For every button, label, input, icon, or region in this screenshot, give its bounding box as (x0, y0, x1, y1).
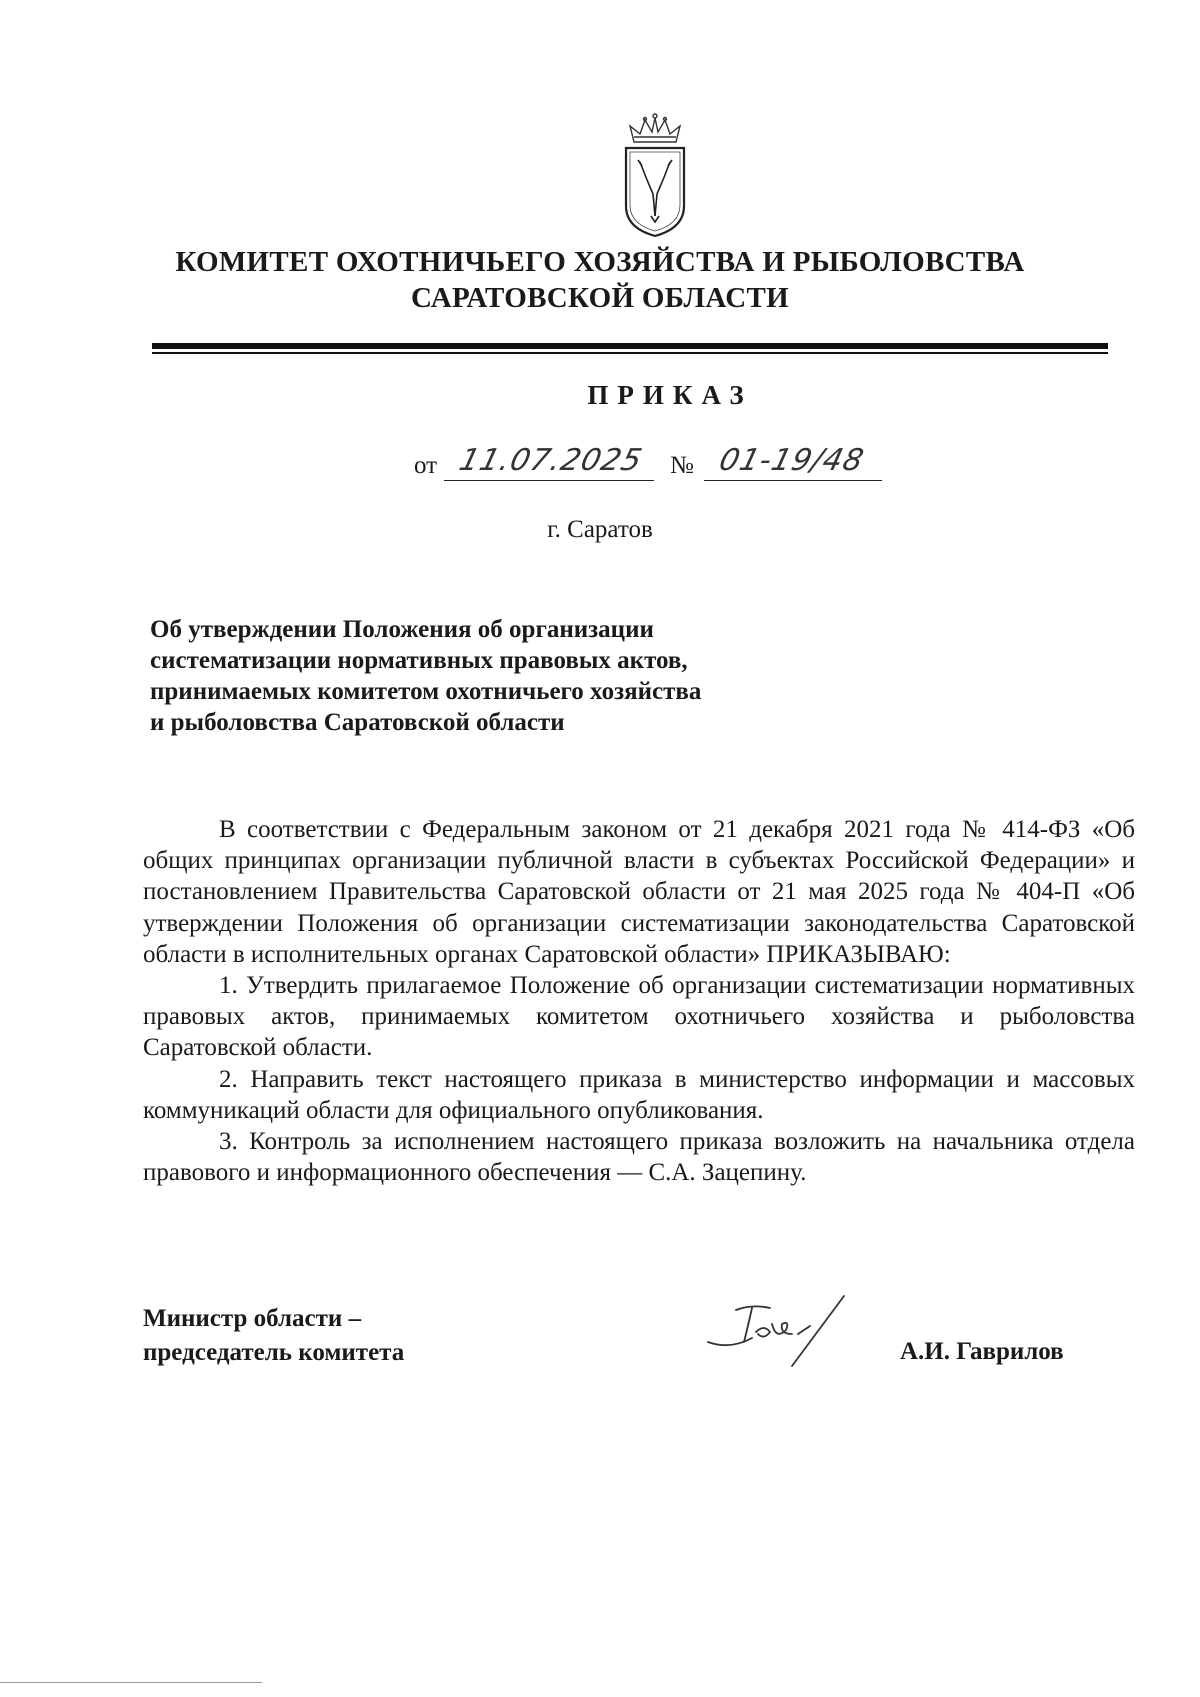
order-body (143, 814, 1135, 1188)
organization-name-line1: КОМИТЕТ ОХОТНИЧЬЕГО ХОЗЯЙСТВА И РЫБОЛОВСТВА (175, 246, 1025, 278)
subject-line: Об утверждении Положения об организации (150, 616, 654, 643)
number-label: № (670, 452, 694, 479)
order-item-2: 2. Направить текст настоящего приказа в министерство информации и массовых коммуникаций области для официального опубликования. (143, 1065, 1135, 1124)
footer-line (0, 1682, 262, 1683)
signer-position-line1: Министр области – (143, 1305, 362, 1332)
date-field (444, 442, 654, 481)
subject-line: и рыболовства Саратовской области (150, 709, 565, 736)
city-name: г. Саратов (547, 516, 653, 543)
number-value: 01-19/48 (715, 443, 868, 478)
date-label: от (414, 452, 438, 479)
document-type-title: ПРИКАЗ (587, 380, 753, 410)
date-value: 11.07.2025 (455, 443, 647, 478)
signer-position-line2: председатель комитета (143, 1339, 405, 1366)
order-date-number-line (0, 438, 1200, 488)
header-divider-thick (152, 343, 1108, 349)
subject-line: систематизации нормативных правовых актов, (150, 647, 688, 674)
order-item-1: 1. Утвердить прилагаемое Положение об организации систематизации нормативных правовых актов, принимаемых комитетом охотничьего хозяйства и рыболовства Саратовской области. (143, 972, 1135, 1062)
signer-position (143, 1302, 404, 1370)
number-field (704, 442, 882, 481)
preamble-paragraph: В соответствии с Федеральным законом от 21 декабря 2021 года № 414-ФЗ «Об общих принципах организации публичной власти в субъектах Российской Федерации» и постановлением Правительства Саратовской области от 21 мая 2025 года № 404-П «Об утверждении Положения об организации систематизации законодательства Саратовской области в исполнительных органах Саратовской области» ПРИКАЗЫВАЮ: (143, 816, 1135, 968)
organization-name-line2: САРАТОВСКОЙ ОБЛАСТИ (411, 282, 789, 314)
order-item-3: 3. Контроль за исполнением настоящего приказа возложить на начальника отдела правового и информационного обеспечения — С.А. Зацепину. (143, 1128, 1135, 1187)
saratov-coat-of-arms-icon (620, 112, 690, 240)
signer-name: А.И. Гаврилов (900, 1338, 1064, 1365)
handwritten-signature-icon (700, 1290, 850, 1372)
order-subject (150, 614, 850, 738)
header-divider-thin (152, 352, 1108, 354)
subject-line: принимаемых комитетом охотничьего хозяйства (150, 678, 702, 705)
